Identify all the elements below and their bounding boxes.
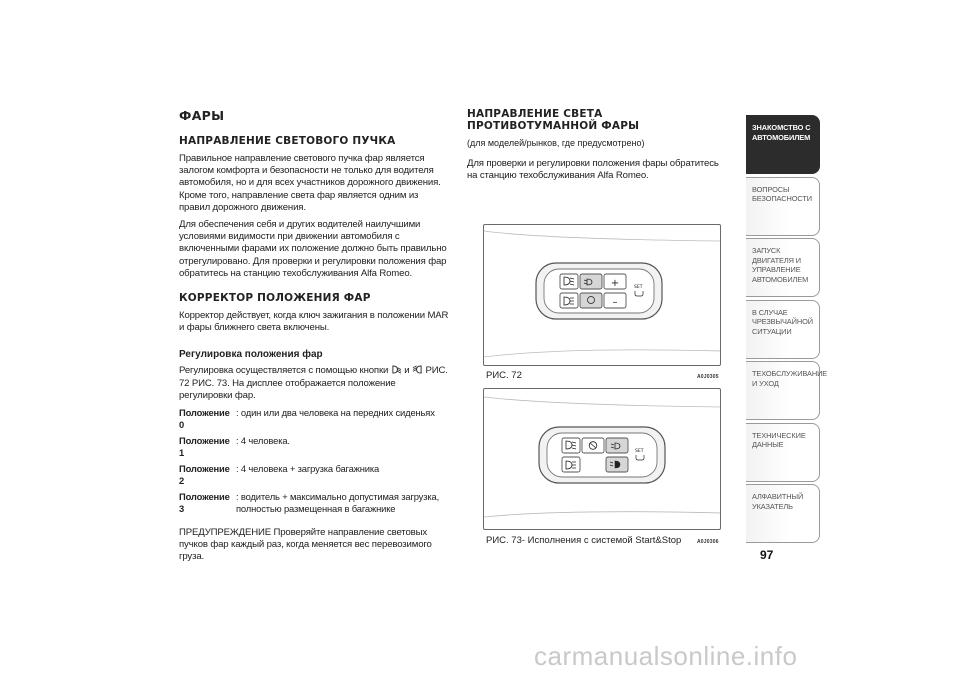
- positions-list: [179, 407, 451, 515]
- set-label: SET: [635, 449, 644, 454]
- page-title: ФАРЫ: [179, 108, 225, 123]
- paragraph: Для проверки и регулировки положения фары обратитесь на станцию техобслуживания Alfa Romeo.: [467, 158, 719, 182]
- position-label: Положение 3: [179, 491, 230, 515]
- warning-text: ПРЕДУПРЕЖДЕНИЕ Проверяйте направление световых пучков фар каждый раз, когда меняется вес перевозимого груза.: [179, 527, 432, 563]
- chapter-tab[interactable]: ВОПРОСЫ БЕЗОПАСНОСТИ: [746, 177, 820, 236]
- section-heading-fog-lamp: НАПРАВЛЕНИЕ СВЕТА ПРОТИВОТУМАННОЙ ФАРЫ: [467, 108, 640, 132]
- position-value: : 4 человека.: [236, 435, 290, 447]
- chapter-tab[interactable]: ЗНАКОМСТВО С АВТОМОБИЛЕМ: [746, 115, 820, 174]
- middle-column: [467, 108, 729, 187]
- headlamp-up-icon: [412, 365, 423, 374]
- paragraph-adjustment: Регулировка осуществляется с помощью кнопки и РИС. 72 РИС. 73. На дисплее отображается положение регулировки фар.: [179, 365, 448, 401]
- chapter-tab[interactable]: АЛФАВИТНЫЙ УКАЗАТЕЛЬ: [746, 484, 820, 543]
- chapter-tab[interactable]: ТЕХОБСЛУЖИВАНИЕ И УХОД: [746, 361, 820, 420]
- section-heading-beam-direction: НАПРАВЛЕНИЕ СВЕТОВОГО ПУЧКА: [179, 135, 396, 147]
- position-label: Положение 1: [179, 435, 230, 459]
- position-value: : один или два человека на передних сиденьях: [236, 407, 435, 419]
- page-number: 97: [760, 548, 774, 562]
- position-row: [179, 491, 451, 515]
- paragraph: Для обеспечения себя и других водителей наилучшими условиями видимости при движении автомобиля с включенными фарами их положение должно быть правильно отрегулировано. Для проверки и регулировки положения фар обратитесь на станцию техобслуживания Alfa Romeo.: [179, 219, 447, 279]
- set-label: SET: [634, 285, 643, 290]
- chapter-tab[interactable]: В СЛУЧАЕ ЧРЕЗВЫЧАЙНОЙ СИТУАЦИИ: [746, 300, 820, 359]
- position-value: : водитель + максимально допустимая загрузка, полностью размещенная в багажнике: [236, 491, 440, 515]
- figure-72-code: A0J0305: [697, 374, 719, 380]
- position-label: Положение 0: [179, 407, 230, 431]
- watermark: carmanualsonline.info: [534, 641, 798, 671]
- section-heading-corrector: КОРРЕКТОР ПОЛОЖЕНИЯ ФАР: [179, 292, 371, 305]
- position-label: Положение 2: [179, 463, 230, 487]
- plus-label: +: [610, 278, 620, 289]
- position-value: : 4 человека + загрузка багажника: [236, 463, 380, 475]
- chapter-tabs: [746, 115, 828, 546]
- figure-72: [483, 224, 721, 366]
- position-row: [179, 435, 451, 459]
- figure-73-caption: РИС. 73- Исполнения с системой Start&Stop: [486, 535, 682, 546]
- figure-73-code: A0J0306: [697, 539, 719, 545]
- figure-73: [483, 388, 721, 530]
- switch-panel-startstop-illustration: [484, 389, 721, 530]
- switch-panel-illustration: [484, 225, 721, 366]
- subsection-heading-adjustment: Регулировка положения фар: [179, 349, 323, 361]
- subheading-note: (для моделей/рынков, где предусмотрено): [467, 138, 645, 148]
- paragraph: Правильное направление светового пучка фар является залогом комфорта и безопасности не только для водителя автомобиля, но и для всех участников дорожного движения. Кроме того, направление света фар является одним из правил дорожного движения.: [179, 153, 441, 213]
- minus-label: –: [612, 297, 618, 308]
- position-row: [179, 407, 451, 431]
- position-row: [179, 463, 451, 487]
- paragraph: Корректор действует, когда ключ зажигания в положении MAR и фары ближнего света включены.: [179, 310, 449, 334]
- figure-72-caption: РИС. 72: [486, 370, 522, 381]
- chapter-tab[interactable]: ЗАПУСК ДВИГАТЕЛЯ И УПРАВЛЕНИЕ АВТОМОБИЛЕМ: [746, 238, 820, 297]
- headlamp-down-icon: [391, 365, 402, 374]
- left-column: [179, 108, 451, 569]
- chapter-tab[interactable]: ТЕХНИЧЕСКИЕ ДАННЫЕ: [746, 423, 820, 482]
